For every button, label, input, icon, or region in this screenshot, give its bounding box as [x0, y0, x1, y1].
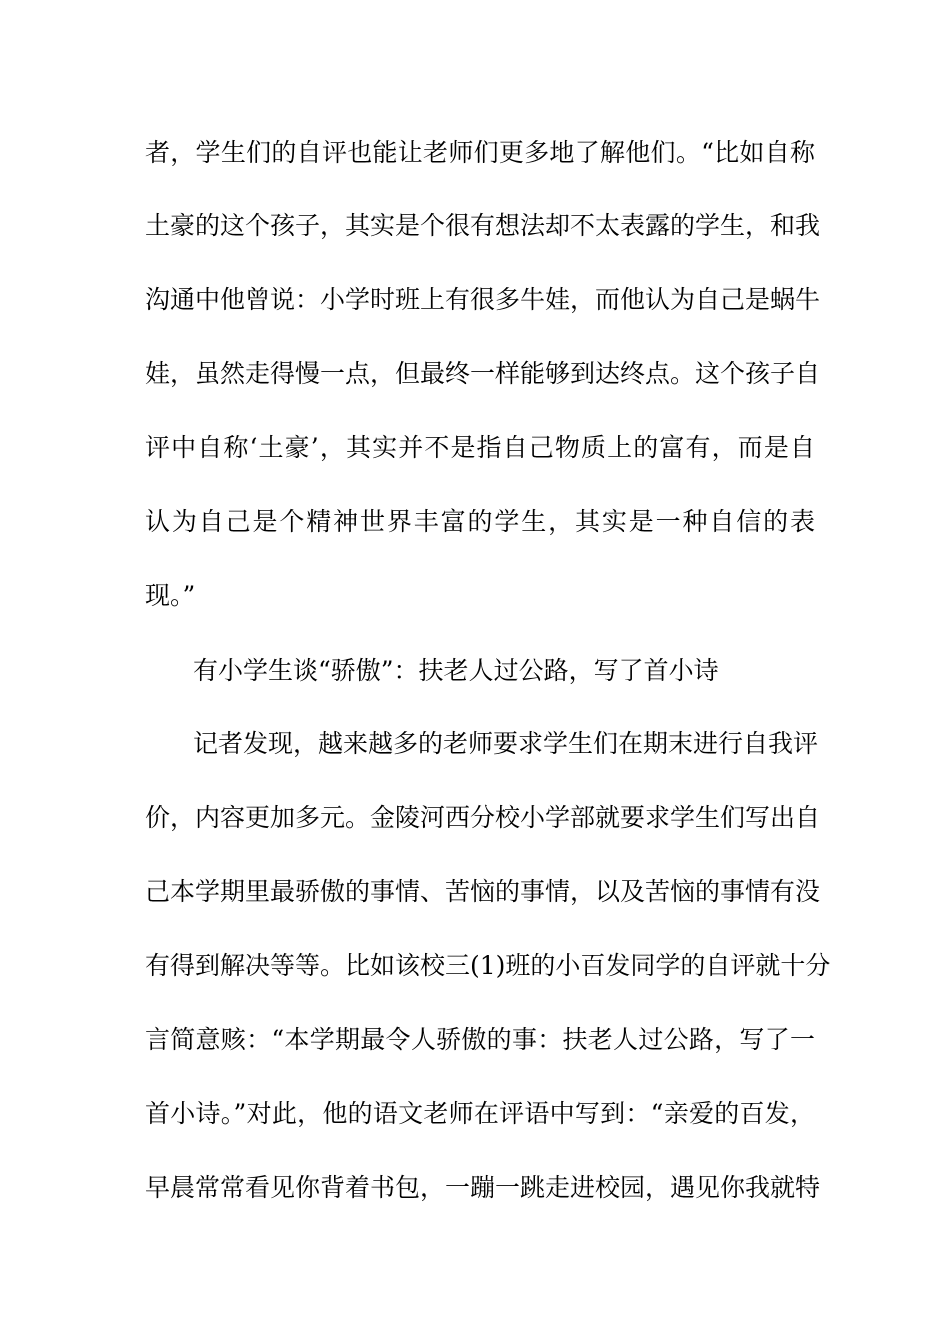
paragraph-1-line-7: 现。”	[145, 581, 196, 610]
paragraph-2-line-2: 价，内容更加多元。金陵河西分校小学部就要求学生们写出自	[145, 803, 821, 832]
paragraph-2-line-4: 有得到解决等等。比如该校三(1)班的小百发同学的自评就十分	[145, 951, 831, 980]
paragraph-1-line-5: 评中自称‘土豪’，其实并不是指自己物质上的富有，而是自	[145, 433, 815, 462]
paragraph-2-line-6: 首小诗。”对此，他的语文老师在评语中写到：“亲爱的百发，	[145, 1099, 815, 1128]
paragraph-2-line-1: 记者发现，越来越多的老师要求学生们在期末进行自我评	[193, 729, 819, 758]
paragraph-1-line-4: 娃，虽然走得慢一点，但最终一样能够到达终点。这个孩子自	[145, 359, 821, 388]
paragraph-2-line-3: 己本学期里最骄傲的事情、苦恼的事情，以及苦恼的事情有没	[145, 877, 821, 906]
paragraph-2-line-7: 早晨常常看见你背着书包，一蹦一跳走进校园，遇见你我就特	[145, 1173, 821, 1202]
section-subheading: 有小学生谈“骄傲”：扶老人过公路，写了首小诗	[193, 656, 719, 685]
paragraph-1-line-1: 者，学生们的自评也能让老师们更多地了解他们。“比如自称	[145, 138, 815, 167]
paragraph-2-line-5: 言简意赅：“本学期最令人骄傲的事：扶老人过公路，写了一	[145, 1025, 815, 1054]
paragraph-1-line-2: 土豪的这个孩子，其实是个很有想法却不太表露的学生，和我	[145, 211, 821, 240]
paragraph-1-line-6: 认为自己是个精神世界丰富的学生，其实是一种自信的表	[145, 507, 815, 536]
paragraph-1-line-3: 沟通中他曾说：小学时班上有很多牛娃，而他认为自己是蜗牛	[145, 285, 821, 314]
